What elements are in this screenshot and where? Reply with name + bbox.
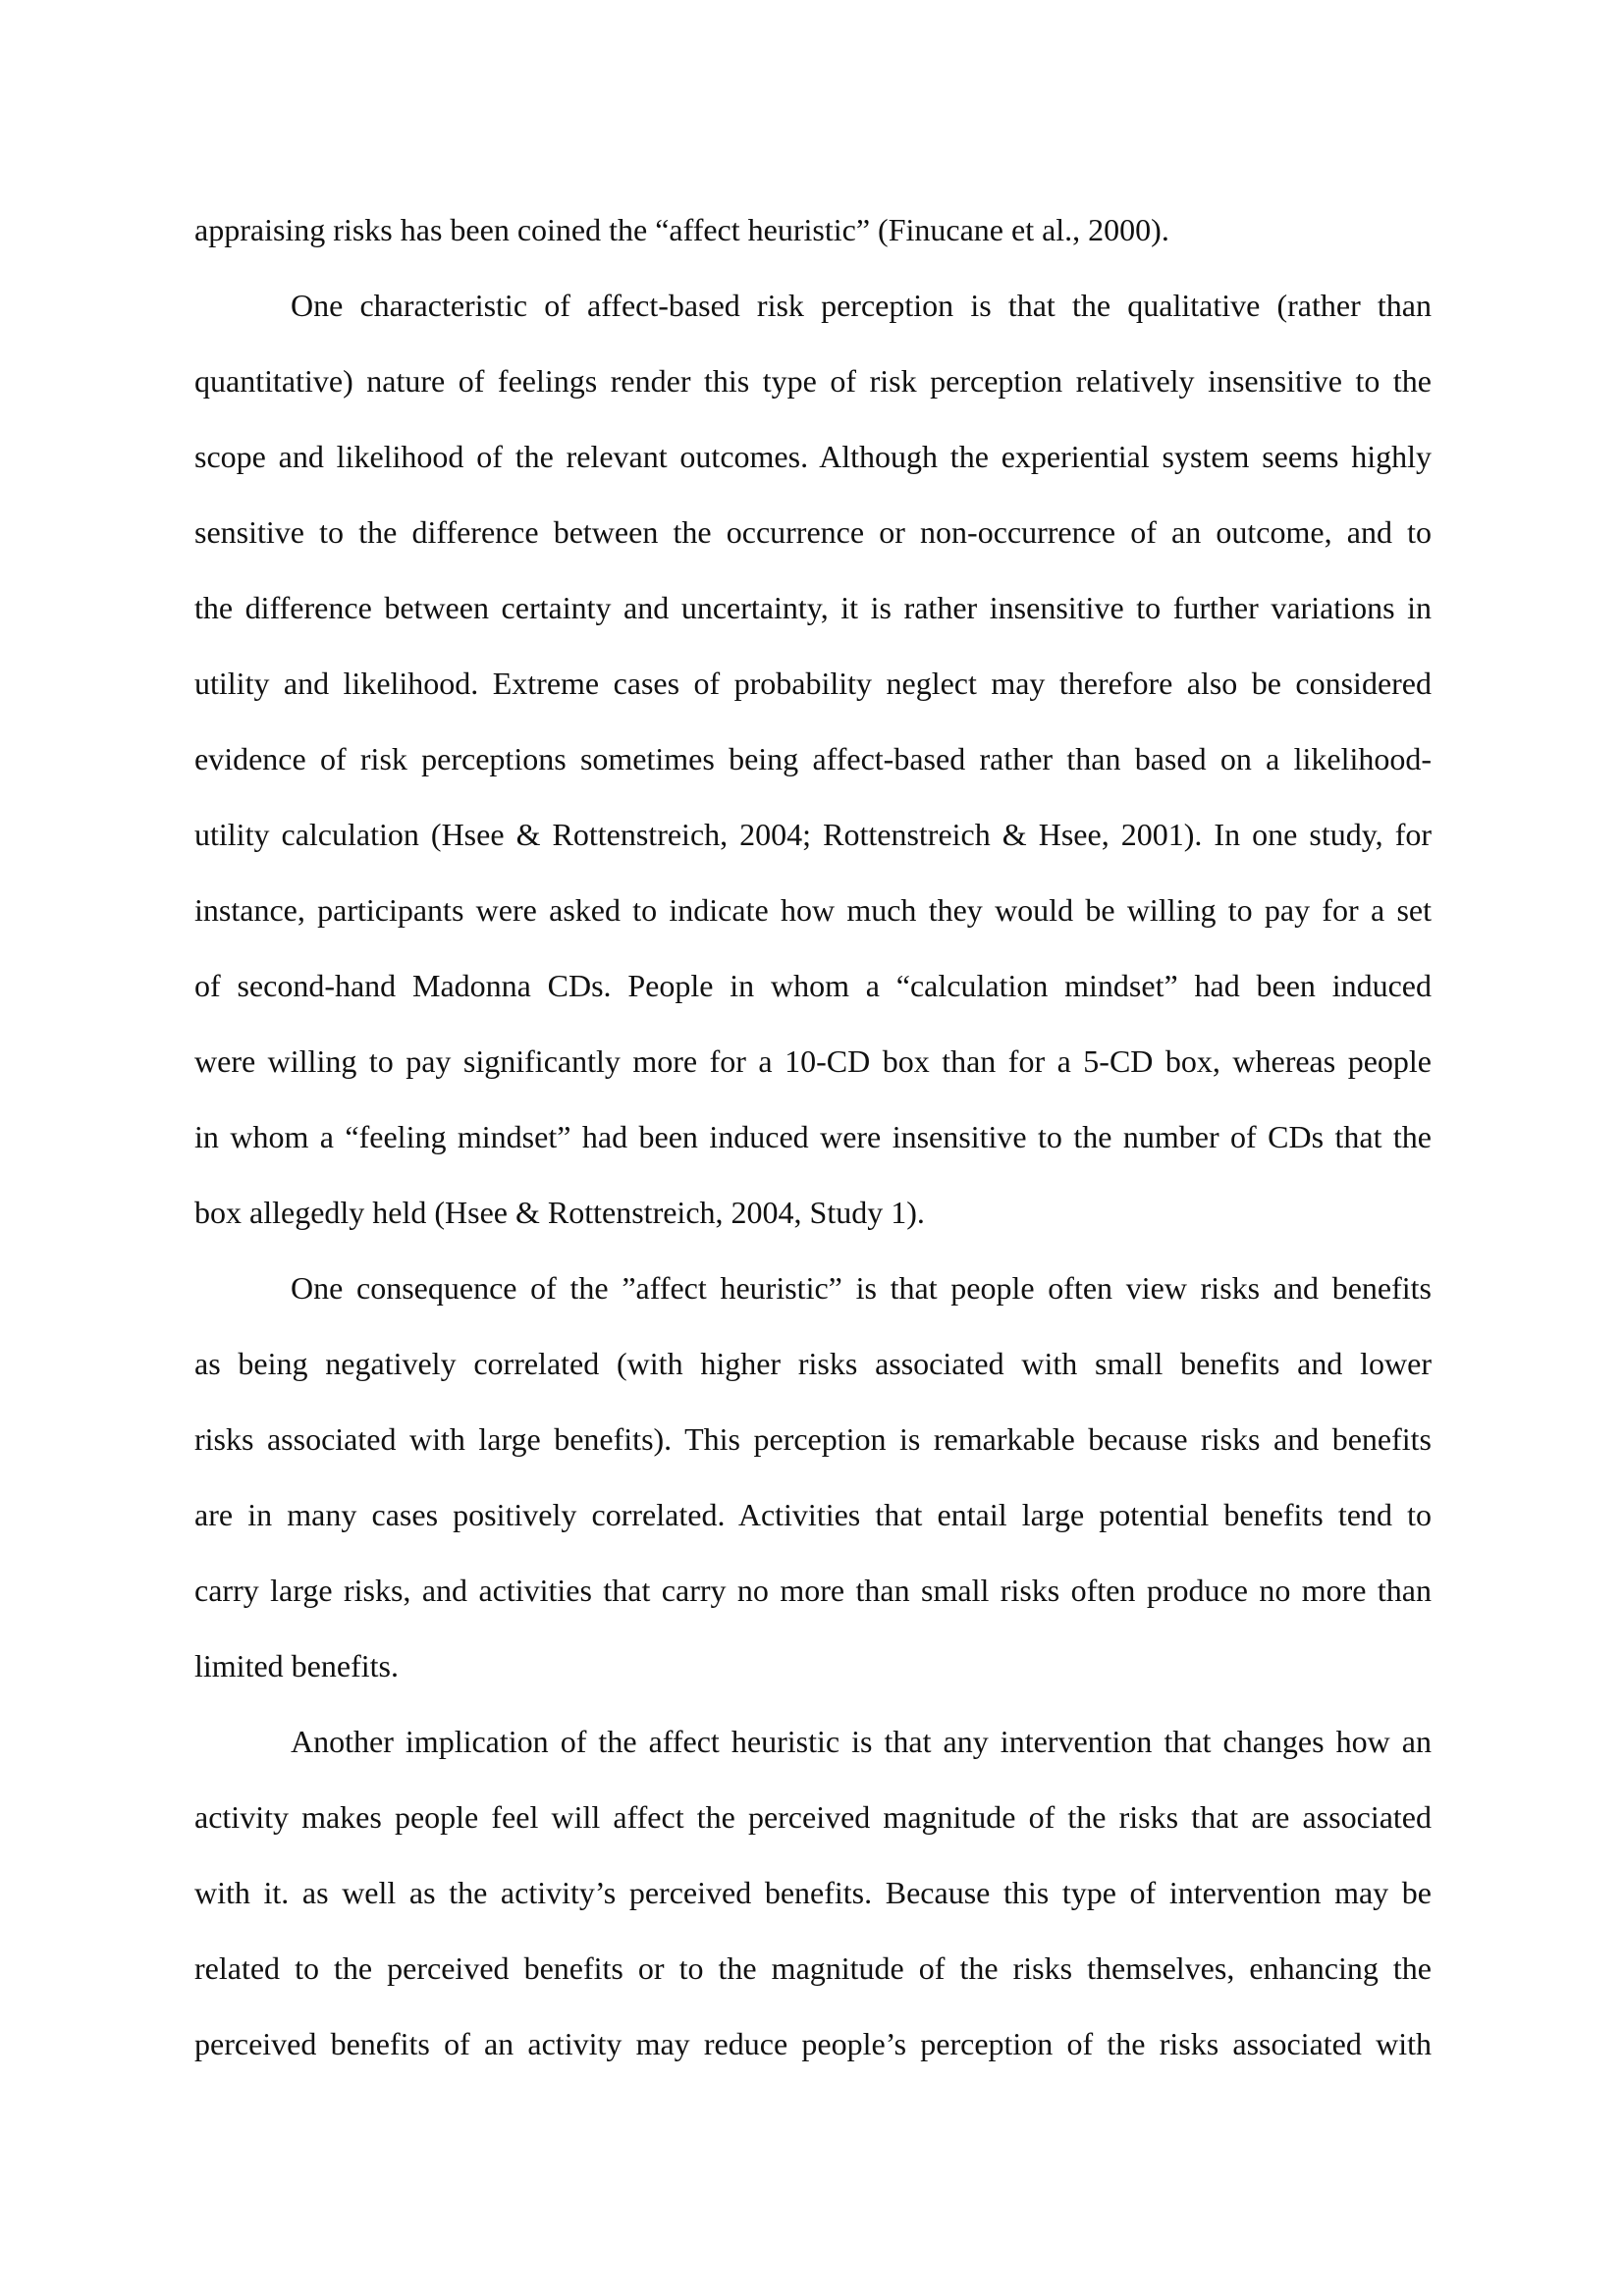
text-line: with it. as well as the activity’s perceived benefits. Because this type of intervention may be [194, 1875, 1432, 1910]
text-line: risks associated with large benefits). This perception is remarkable because risks and benefits [194, 1421, 1432, 1457]
text-line: were willing to pay significantly more for a 10-CD box than for a 5-CD box, whereas people [194, 1043, 1432, 1079]
text-line: related to the perceived benefits or to the magnitude of the risks themselves, enhancing the [194, 1950, 1432, 1986]
text-line: activity makes people feel will affect the perceived magnitude of the risks that are associated [194, 1799, 1432, 1835]
text-line: scope and likelihood of the relevant outcomes. Although the experiential system seems highly [194, 439, 1432, 474]
text-line: evidence of risk perceptions sometimes being affect-based rather than based on a likelihood- [194, 741, 1432, 776]
text-line: quantitative) nature of feelings render this type of risk perception relatively insensitive to the [194, 363, 1432, 399]
text-line: perceived benefits of an activity may reduce people’s perception of the risks associated with [194, 2026, 1432, 2061]
text-line: are in many cases positively correlated. Activities that entail large potential benefits tend to [194, 1497, 1432, 1532]
text-line: One consequence of the ”affect heuristic” is that people often view risks and benefits [291, 1270, 1432, 1306]
text-line: appraising risks has been coined the “affect heuristic” (Finucane et al., 2000). [194, 212, 1169, 247]
text-line: in whom a “feeling mindset” had been induced were insensitive to the number of CDs that the [194, 1119, 1432, 1154]
text-line: Another implication of the affect heuristic is that any intervention that changes how an [291, 1724, 1432, 1759]
text-line: carry large risks, and activities that carry no more than small risks often produce no more than [194, 1573, 1432, 1608]
text-line: limited benefits. [194, 1648, 399, 1683]
text-line: as being negatively correlated (with higher risks associated with small benefits and lower [194, 1346, 1432, 1381]
text-line: utility calculation (Hsee & Rottenstreich, 2004; Rottenstreich & Hsee, 2001). In one study, for [194, 817, 1432, 852]
text-line: utility and likelihood. Extreme cases of probability neglect may therefore also be considered [194, 666, 1432, 701]
text-line: of second-hand Madonna CDs. People in whom a “calculation mindset” had been induced [194, 968, 1432, 1003]
text-line: One characteristic of affect-based risk perception is that the qualitative (rather than [291, 288, 1432, 323]
text-line: sensitive to the difference between the occurrence or non-occurrence of an outcome, and to [194, 514, 1432, 550]
text-line: instance, participants were asked to indicate how much they would be willing to pay for a set [194, 892, 1432, 928]
text-line: box allegedly held (Hsee & Rottenstreich, 2004, Study 1). [194, 1195, 925, 1230]
text-line: the difference between certainty and uncertainty, it is rather insensitive to further variations in [194, 590, 1432, 625]
body-text [194, 192, 1432, 2082]
